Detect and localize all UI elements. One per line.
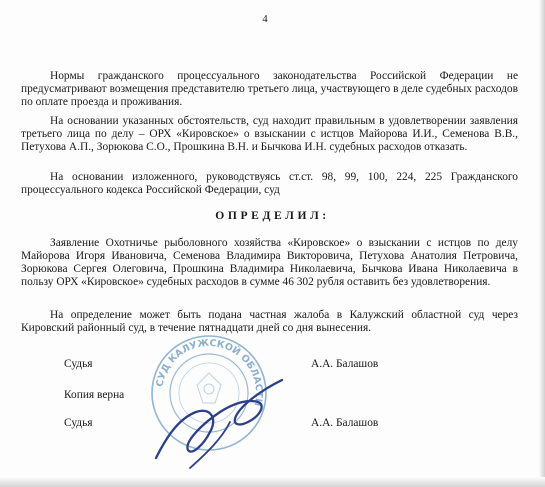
copy-certified-label: Копия верна [64,389,125,401]
svg-text:СУД КАЛУЖСКОЙ ОБЛАСТИ: СУД КАЛУЖСКОЙ ОБЛАСТИ [154,337,265,407]
page-number: 4 [262,14,268,25]
judge-name-copy: А.А. Балашов [311,417,379,429]
paragraph-appeal: На определение может быть подана частная жалоба в Калужский областной суд через Кировский районный суд, в течение пятнадцати дней со дня вынесения. [21,309,518,335]
paragraph-court-finds: На основании указанных обстоятельств, суд находит правильным в удовлетворении заявления третьего лица по делу – ОРХ «Кировское» о взыскании с истцов Майорова И.И., Семенова В.В., Петухова А.П., Зорюкова С.О., Прошкина В.Н. и Бычкова И.Н. судебных расходов отказать. [21,115,518,154]
paragraph-ruling: Заявление Охотничье рыболовного хозяйства «Кировское» о взыскании с истцов по делу Майорова Игоря Ивановича, Семенова Владимира Викторовича, Петухова Анатолия Петровича, Зорюкова Сергея Олеговича, Прошкина Владимира Николаевича, Бычкова Ивана Николаевича в пользу ОРХ «Кировское» судебных расходов в сумме 46 302 рубля оставить без удовлетворения. [21,237,518,289]
ruling-heading: ОПРЕДЕЛИЛ: [215,209,330,222]
judge-label: Судья [64,358,93,370]
page-edge-shadow [539,0,545,487]
paragraph-costs-norms: Нормы гражданского процессуального законодательства Российской Федерации не предусматривают возмещения представителю третьего лица, участвующего в деле судебных расходов по оплате проезда и проживания. [21,70,518,109]
judge-label-copy: Судья [64,417,93,429]
paragraph-legal-basis: На основании изложенного, руководствуясь ст.ст. 98, 99, 100, 224, 225 Гражданского процессуального кодекса Российской Федерации, суд [21,171,518,197]
handwritten-signature [150,372,290,472]
judge-name: А.А. Балашов [311,358,379,370]
page-bottom-shadow [0,477,545,487]
